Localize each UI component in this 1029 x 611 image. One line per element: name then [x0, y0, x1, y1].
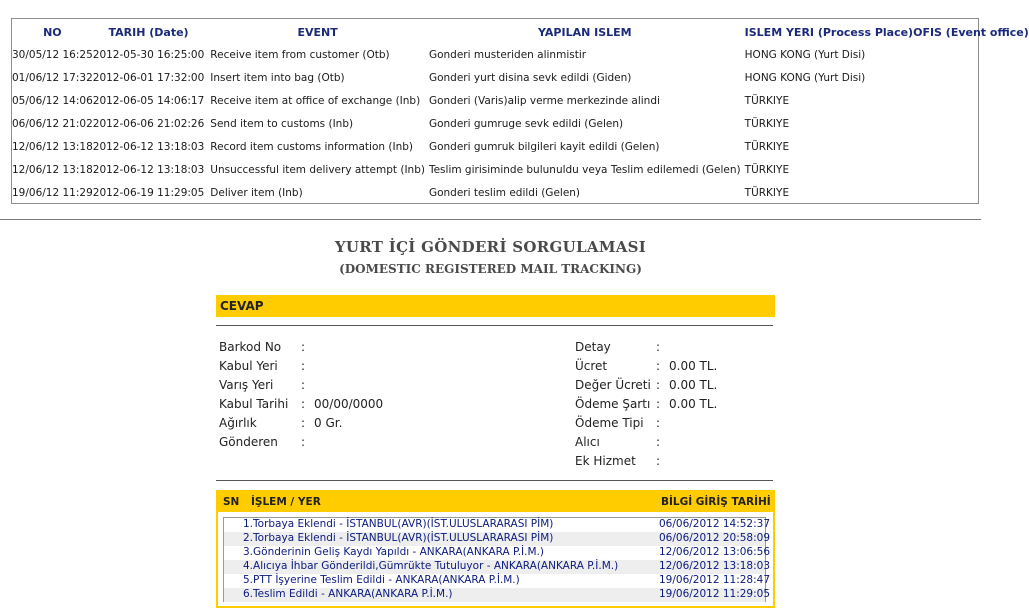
- field-label: Barkod No: [219, 340, 282, 354]
- field-colon: :: [656, 416, 661, 430]
- field-row: [219, 359, 459, 375]
- cell-no: 12/06/12 13:18: [12, 140, 93, 153]
- table-row: [12, 135, 1029, 158]
- field-colon: :: [301, 359, 306, 373]
- cell-ofis: [913, 43, 1029, 66]
- international-tracking-box: [11, 18, 1029, 204]
- field-colon: :: [656, 397, 661, 411]
- field-colon: :: [301, 397, 306, 411]
- field-colon: :: [656, 435, 661, 449]
- cell-no: 05/06/12 14:06: [12, 94, 93, 107]
- col-header-no: NO: [43, 25, 62, 39]
- field-row: [575, 416, 815, 432]
- field-label: Ödeme Tipi: [575, 416, 644, 430]
- field-row: [219, 378, 459, 394]
- list-item: [224, 546, 771, 560]
- cell-islem: Teslim girisiminde bulunuldu veya Teslim edilemedi (Gelen): [428, 163, 741, 176]
- islem-date: 12/06/2012 13:18:03: [659, 560, 771, 572]
- cell-ofis: [913, 135, 1029, 158]
- table-row: [12, 89, 1029, 112]
- cell-yer: TÜRKIYE: [744, 117, 790, 130]
- islem-text: 5.PTT İşyerine Teslim Edildi - ANKARA(ANKARA P.İ.M.): [243, 574, 520, 586]
- field-label: Kabul Yeri: [219, 359, 278, 373]
- cell-tarih: 2012-06-06 21:02:26: [92, 117, 205, 130]
- cell-ofis: [913, 181, 1029, 204]
- cell-no: 06/06/12 21:02: [12, 117, 93, 130]
- field-colon: :: [301, 378, 306, 392]
- section-divider: [0, 219, 981, 220]
- cell-event: Record item customs information (Inb): [210, 140, 413, 153]
- islem-text: 3.Gönderinin Geliş Kaydı Yapıldı - ANKARA(ANKARA P.İ.M.): [243, 546, 544, 558]
- field-label: Gönderen: [219, 435, 278, 449]
- cell-tarih: 2012-06-05 14:06:17: [92, 94, 205, 107]
- islem-date: 19/06/2012 11:29:05: [659, 588, 771, 600]
- list-item: [224, 560, 771, 574]
- table-row: [12, 66, 1029, 89]
- field-row: [219, 416, 459, 432]
- cell-event: Deliver item (Inb): [210, 186, 303, 199]
- field-value: 0 Gr.: [314, 416, 343, 430]
- field-colon: :: [656, 359, 661, 373]
- table-header-row: [12, 21, 1029, 43]
- cevap-bottom-divider: [216, 480, 773, 481]
- islem-text: 6.Teslim Edildi - ANKARA(ANKARA P.İ.M.): [243, 588, 453, 600]
- cell-islem: Gonderi yurt disina sevk edildi (Giden): [428, 71, 632, 84]
- col-header-tarih: TARIH (Date): [108, 25, 189, 39]
- cell-islem: Gonderi teslim edildi (Gelen): [428, 186, 581, 199]
- cell-event: Receive item from customer (Otb): [210, 48, 390, 61]
- islem-date: 12/06/2012 13:06:56: [659, 546, 771, 558]
- field-row: [219, 340, 459, 356]
- col-header-islem-yer: İŞLEM / YER: [251, 496, 321, 508]
- cell-yer: TÜRKIYE: [744, 140, 790, 153]
- col-header-yapilan-islem: YAPILAN ISLEM: [538, 25, 632, 39]
- cell-tarih: 2012-06-12 13:18:03: [92, 140, 205, 153]
- field-label: Kabul Tarihi: [219, 397, 289, 411]
- cell-islem: Gonderi gumruge sevk edildi (Gelen): [428, 117, 624, 130]
- cell-event: Insert item into bag (Otb): [210, 71, 345, 84]
- field-row: [575, 435, 815, 451]
- cell-islem: Gonderi (Varis)alip verme merkezinde alindi: [428, 94, 660, 107]
- table-row: [12, 43, 1029, 66]
- islem-date: 06/06/2012 20:58:09: [659, 532, 771, 544]
- cell-no: 12/06/12 13:18: [12, 163, 93, 176]
- cell-ofis: [913, 112, 1029, 135]
- cell-no: 30/05/12 16:25: [12, 48, 93, 61]
- field-value: 0.00 TL.: [669, 378, 718, 392]
- field-label: Ağırlık: [219, 416, 257, 430]
- cell-no: 01/06/12 17:32: [12, 71, 93, 84]
- field-row: [575, 340, 815, 356]
- cell-ofis: [913, 66, 1029, 89]
- field-value: 0.00 TL.: [669, 359, 718, 373]
- field-label: Ücret: [575, 359, 608, 373]
- field-colon: :: [301, 435, 306, 449]
- islem-table-rows: [223, 517, 771, 602]
- cell-no: 19/06/12 11:29: [12, 186, 93, 199]
- islem-date: 19/06/2012 11:28:47: [659, 574, 771, 586]
- field-value: 00/00/0000: [314, 397, 384, 411]
- domestic-subtitle: (DOMESTIC REGISTERED MAIL TRACKING): [339, 262, 642, 276]
- list-item: [224, 574, 771, 588]
- islem-text: 2.Torbaya Eklendi - İSTANBUL(AVR)(İST.ULUSLARARASI PİM): [243, 532, 554, 544]
- cell-yer: HONG KONG (Yurt Disi): [744, 48, 866, 61]
- field-row: [219, 397, 459, 413]
- list-item: [224, 532, 771, 546]
- cell-event: Send item to customs (Inb): [210, 117, 354, 130]
- domestic-title: YURT İÇİ GÖNDERİ SORGULAMASI: [334, 238, 647, 256]
- field-row: [575, 359, 815, 375]
- cevap-header: CEVAP: [216, 295, 775, 317]
- col-header-sn: SN: [223, 496, 240, 508]
- field-row: [575, 454, 815, 470]
- table-row: [12, 181, 1029, 204]
- field-row: [575, 378, 815, 394]
- islem-date: 06/06/2012 14:52:37: [659, 518, 771, 530]
- field-colon: :: [301, 340, 306, 354]
- cell-tarih: 2012-06-19 11:29:05: [92, 186, 205, 199]
- field-label: Ödeme Şartı: [575, 397, 651, 411]
- field-value: 0.00 TL.: [669, 397, 718, 411]
- international-tracking-table: [12, 21, 1029, 204]
- col-header-ofis: OFIS (Event office): [913, 25, 1029, 39]
- table-row: [12, 112, 1029, 135]
- list-item: [224, 518, 771, 532]
- table-row: [12, 158, 1029, 181]
- field-label: Varış Yeri: [219, 378, 274, 392]
- cell-ofis: [913, 89, 1029, 112]
- islem-text: 1.Torbaya Eklendi - İSTANBUL(AVR)(İST.ULUSLARARASI PİM): [243, 518, 554, 530]
- islem-table-header: [218, 492, 773, 512]
- cell-tarih: 2012-06-12 13:18:03: [92, 163, 205, 176]
- cevap-top-divider: [216, 325, 773, 326]
- islem-text: 4.Alıcıya İhbar Gönderildi,Gümrükte Tutuluyor - ANKARA(ANKARA P.İ.M.): [243, 560, 619, 572]
- col-header-islem-yeri: ISLEM YERI (Process Place): [744, 25, 914, 39]
- international-tracking-rows: [12, 43, 1029, 204]
- field-colon: :: [656, 378, 661, 392]
- field-colon: :: [301, 416, 306, 430]
- field-label: Değer Ücreti: [575, 378, 651, 392]
- cell-tarih: 2012-05-30 16:25:00: [92, 48, 205, 61]
- list-item: [224, 588, 771, 602]
- col-header-event: EVENT: [297, 25, 338, 39]
- cell-islem: Gonderi gumruk bilgileri kayit edildi (Gelen): [428, 140, 660, 153]
- field-row: [575, 397, 815, 413]
- field-label: Alıcı: [575, 435, 600, 449]
- cell-tarih: 2012-06-01 17:32:00: [92, 71, 205, 84]
- field-row: [219, 435, 459, 451]
- field-colon: :: [656, 340, 661, 354]
- field-label: Ek Hizmet: [575, 454, 636, 468]
- cell-event: Receive item at office of exchange (Inb): [210, 94, 421, 107]
- cell-yer: HONG KONG (Yurt Disi): [744, 71, 866, 84]
- cell-event: Unsuccessful item delivery attempt (Inb): [210, 163, 425, 176]
- field-label: Detay: [575, 340, 611, 354]
- field-colon: :: [656, 454, 661, 468]
- cell-ofis: [913, 158, 1029, 181]
- cell-yer: TÜRKIYE: [744, 186, 790, 199]
- col-header-bilgi-giris-tarihi: BİLGİ GİRİŞ TARİHİ: [661, 496, 771, 508]
- cell-islem: Gonderi musteriden alinmistir: [428, 48, 587, 61]
- cell-yer: TÜRKIYE: [744, 163, 790, 176]
- cell-yer: TÜRKIYE: [744, 94, 790, 107]
- islem-table-box: [216, 490, 775, 608]
